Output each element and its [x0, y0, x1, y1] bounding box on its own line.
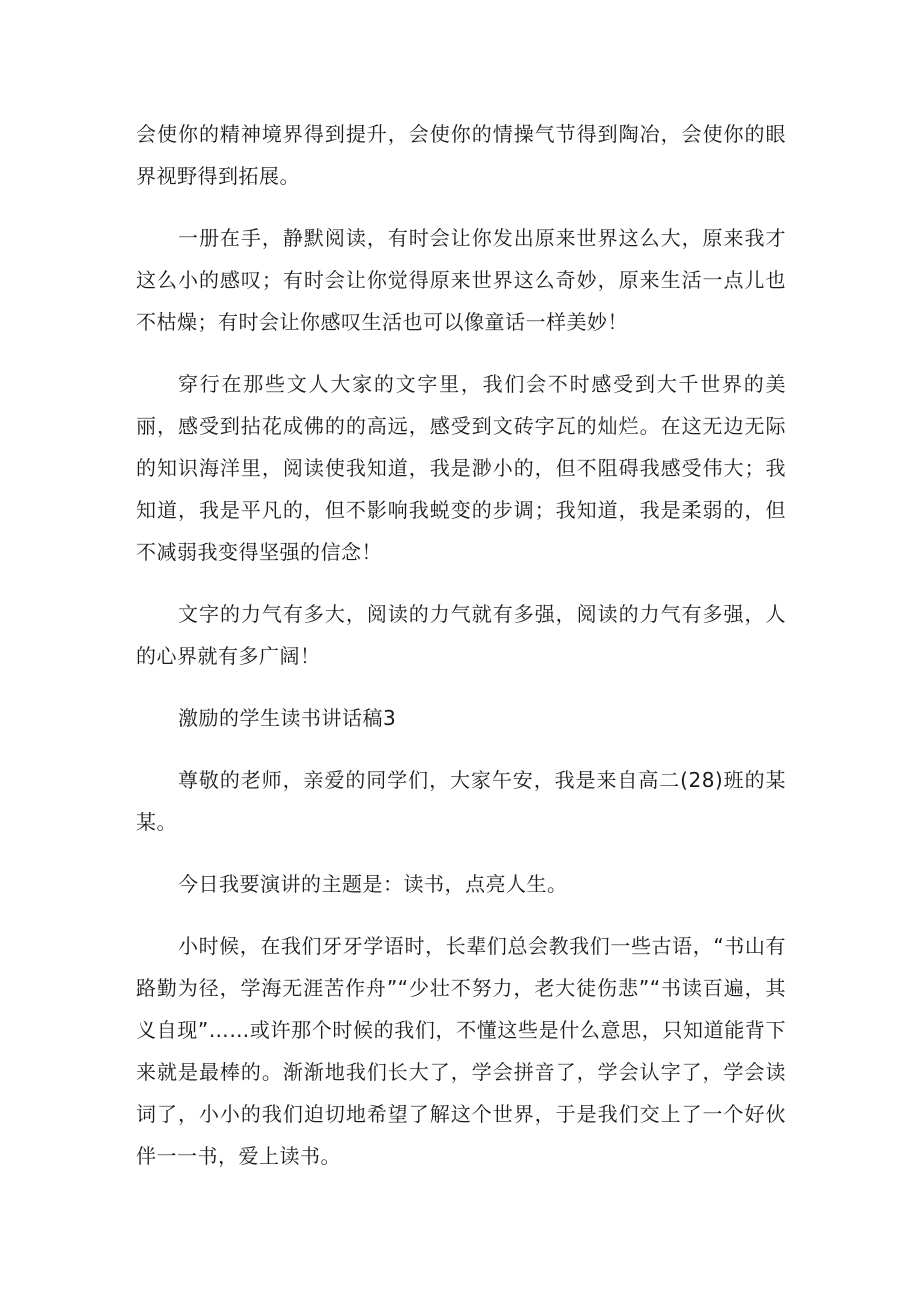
- paragraph-power-of-words: 文字的力气有多大，阅读的力气就有多强，阅读的力气有多强，人的心界就有多广阔！: [136, 602, 786, 668]
- document-body: [136, 113, 786, 1177]
- paragraph-continuation: 会使你的精神境界得到提升，会使你的情操气节得到陶冶，会使你的眼界视野得到拓展。: [136, 122, 786, 188]
- paragraph-topic: 今日我要演讲的主题是：读书，点亮人生。: [178, 872, 568, 896]
- paragraph-greeting: 尊敬的老师，亲爱的同学们，大家午安，我是来自高二(28)班的某某。: [136, 768, 786, 834]
- paragraph-literary-journey: 穿行在那些文人大家的文字里，我们会不时感受到大千世界的美丽，感受到拈花成佛的的高远，感受到文砖字瓦的灿烂。在这无边无际的知识海洋里，阅读使我知道，我是渺小的，但不阻碍我感受伟大；我知道，我是平凡的，但不影响我蜕变的步调；我知道，我是柔弱的，但不减弱我变得坚强的信念！: [136, 372, 786, 564]
- paragraph-childhood: 小时候，在我们牙牙学语时，长辈们总会教我们一些古语，“书山有路勤为径，学海无涯苦作舟”“少壮不努力，老大徒伤悲”“书读百遍，其义自现”……或许那个时候的我们，不懂这些是什么意思，只知道能背下来就是最棒的。渐渐地我们长大了，学会拼音了，学会认字了，学会读词了，小小的我们迫切地希望了解这个世界，于是我们交上了一个好伙伴一一书，爱上读书。: [136, 934, 786, 1168]
- section-heading: 激励的学生读书讲话稿3: [178, 706, 397, 730]
- paragraph-reading-wonder: 一册在手，静默阅读，有时会让你发出原来世界这么大，原来我才这么小的感叹；有时会让你觉得原来世界这么奇妙，原来生活一点儿也不枯燥；有时会让你感叹生活也可以像童话一样美妙！: [136, 226, 786, 334]
